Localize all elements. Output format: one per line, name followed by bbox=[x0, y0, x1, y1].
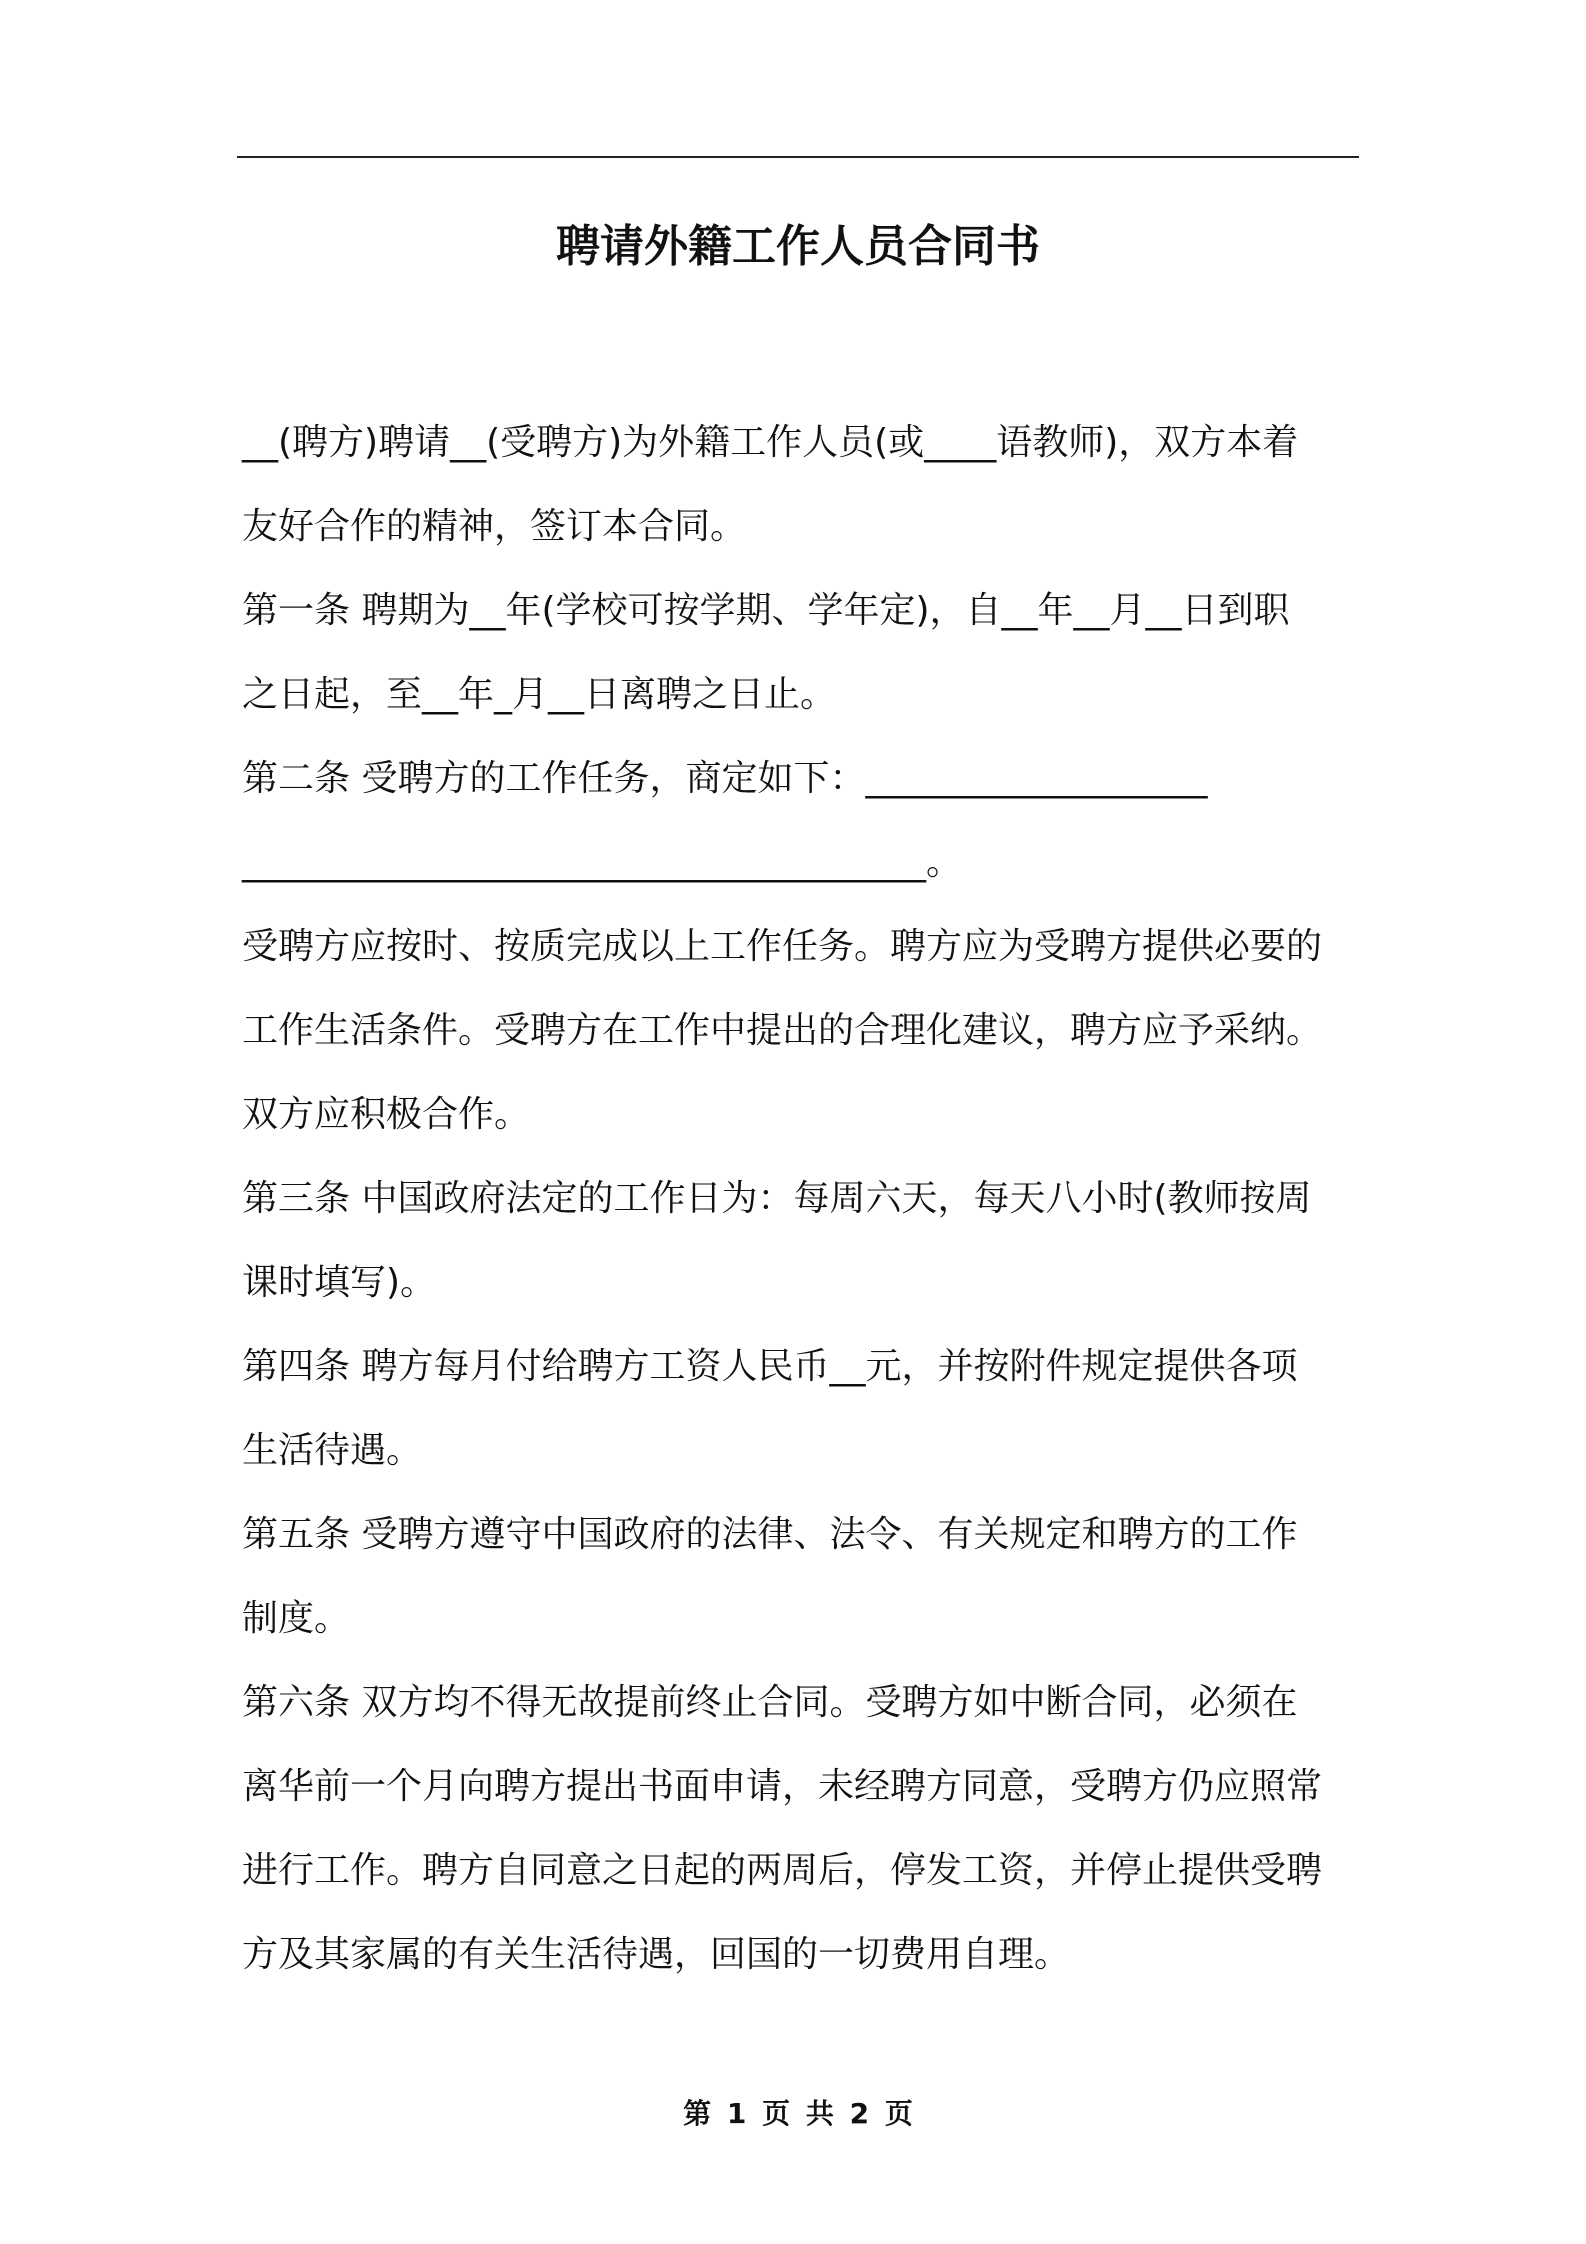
body-line: 友好合作的精神，签订本合同。 bbox=[242, 506, 747, 547]
body-line: 受聘方应按时、按质完成以上工作任务。聘方应为受聘方提供必要的 bbox=[242, 926, 1323, 967]
body-line: 第一条 聘期为__年(学校可按学期、学年定)，自__年__月__日到职 bbox=[242, 590, 1290, 631]
body-line: 制度。 bbox=[242, 1598, 351, 1639]
header-rule bbox=[237, 156, 1359, 158]
body-line: 课时填写)。 bbox=[242, 1262, 437, 1303]
body-line: 第六条 双方均不得无故提前终止合同。受聘方如中断合同，必须在 bbox=[242, 1682, 1298, 1723]
body-line: 工作生活条件。受聘方在工作中提出的合理化建议，聘方应予采纳。 bbox=[242, 1010, 1323, 1051]
body-line: 第四条 聘方每月付给聘方工资人民币__元，并按附件规定提供各项 bbox=[242, 1346, 1298, 1387]
body-line: 进行工作。聘方自同意之日起的两周后，停发工资，并停止提供受聘 bbox=[242, 1850, 1323, 1891]
body-line: ______________________________________。 bbox=[242, 842, 962, 883]
body-line: 之日起，至__年_月__日离聘之日止。 bbox=[242, 674, 837, 715]
body-line: 第二条 受聘方的工作任务，商定如下：___________________ bbox=[242, 758, 1208, 799]
body-line: 生活待遇。 bbox=[242, 1430, 423, 1471]
body-line: 离华前一个月向聘方提出书面申请，未经聘方同意，受聘方仍应照常 bbox=[242, 1766, 1323, 1807]
body-line: 双方应积极合作。 bbox=[242, 1094, 531, 1135]
body-line: 方及其家属的有关生活待遇，回国的一切费用自理。 bbox=[242, 1934, 1071, 1975]
body-line: 第三条 中国政府法定的工作日为：每周六天，每天八小时(教师按周 bbox=[242, 1178, 1312, 1219]
body-line: __(聘方)聘请__(受聘方)为外籍工作人员(或____语教师)，双方本着 bbox=[242, 422, 1299, 463]
body-line: 第五条 受聘方遵守中国政府的法律、法令、有关规定和聘方的工作 bbox=[242, 1514, 1298, 1555]
page-number-footer: 第 1 页 共 2 页 bbox=[683, 2097, 913, 2130]
document-body bbox=[242, 401, 1360, 1997]
document-title: 聘请外籍工作人员合同书 bbox=[556, 221, 1040, 272]
